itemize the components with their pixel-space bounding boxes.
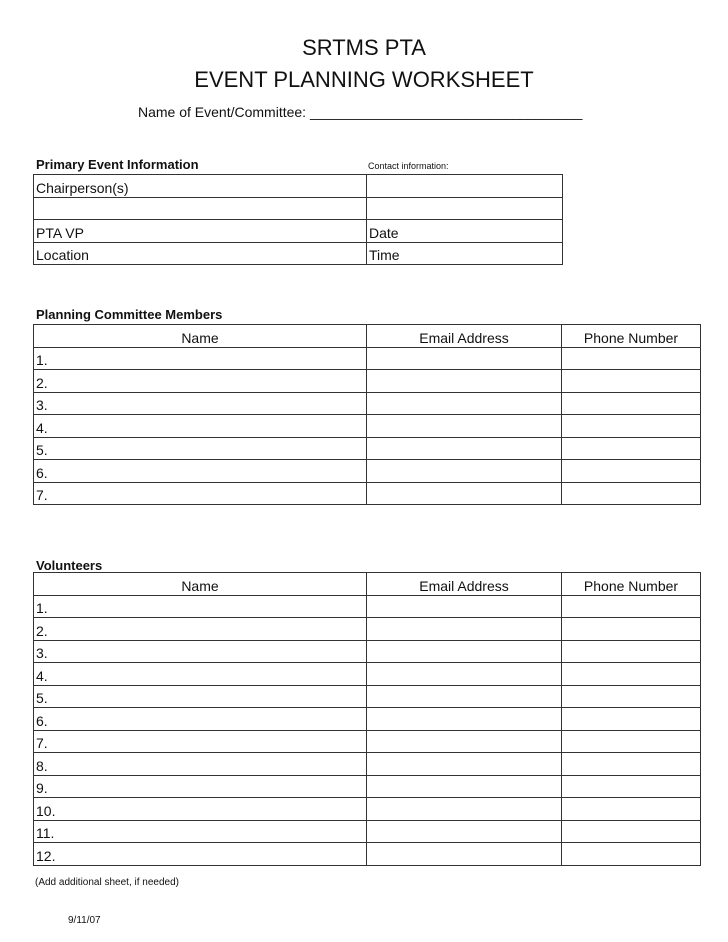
phone-cell[interactable]	[562, 843, 701, 866]
table-header-row	[34, 325, 701, 348]
phone-cell[interactable]	[562, 685, 701, 708]
name-cell[interactable]: 3.	[34, 392, 367, 415]
event-name-field[interactable]	[138, 104, 582, 120]
table-row	[34, 820, 701, 843]
committee-heading: Planning Committee Members	[36, 307, 223, 322]
contact-label: Contact information:	[368, 161, 449, 171]
primary-info-table	[33, 174, 563, 265]
email-cell[interactable]	[367, 370, 562, 393]
primary-field-cell[interactable]: Chairperson(s)	[34, 175, 367, 198]
email-cell[interactable]	[367, 685, 562, 708]
name-cell[interactable]: 8.	[34, 753, 367, 776]
phone-cell[interactable]	[562, 775, 701, 798]
primary-field-cell[interactable]: PTA VP	[34, 220, 367, 243]
name-cell[interactable]: 11.	[34, 820, 367, 843]
table-row	[34, 595, 701, 618]
name-cell[interactable]: 12.	[34, 843, 367, 866]
email-cell[interactable]	[367, 753, 562, 776]
email-cell[interactable]	[367, 482, 562, 505]
phone-cell[interactable]	[562, 618, 701, 641]
contact-field-cell[interactable]: Date	[367, 220, 563, 243]
volunteers-heading: Volunteers	[36, 558, 103, 573]
column-header-name: Name	[34, 325, 367, 348]
name-cell[interactable]: 1.	[34, 595, 367, 618]
phone-cell[interactable]	[562, 663, 701, 686]
phone-cell[interactable]	[562, 415, 701, 438]
table-row	[34, 415, 701, 438]
column-header-phone: Phone Number	[562, 325, 701, 348]
table-row	[34, 730, 701, 753]
name-cell[interactable]: 3.	[34, 640, 367, 663]
name-cell[interactable]: 4.	[34, 415, 367, 438]
table-row	[34, 175, 563, 198]
email-cell[interactable]	[367, 415, 562, 438]
name-cell[interactable]: 2.	[34, 370, 367, 393]
phone-cell[interactable]	[562, 820, 701, 843]
email-cell[interactable]	[367, 663, 562, 686]
email-cell[interactable]	[367, 640, 562, 663]
primary-heading: Primary Event Information	[36, 157, 199, 172]
contact-field-cell[interactable]: Time	[367, 242, 563, 265]
email-cell[interactable]	[367, 730, 562, 753]
column-header-email: Email Address	[367, 325, 562, 348]
table-row	[34, 798, 701, 821]
event-name-label: Name of Event/Committee:	[138, 104, 307, 120]
name-cell[interactable]: 4.	[34, 663, 367, 686]
table-row	[34, 843, 701, 866]
phone-cell[interactable]	[562, 370, 701, 393]
name-cell[interactable]: 6.	[34, 460, 367, 483]
contact-field-cell[interactable]	[367, 197, 563, 220]
email-cell[interactable]	[367, 392, 562, 415]
phone-cell[interactable]	[562, 708, 701, 731]
table-row	[34, 347, 701, 370]
column-header-phone: Phone Number	[562, 573, 701, 596]
table-row	[34, 482, 701, 505]
table-row	[34, 663, 701, 686]
contact-field-cell[interactable]	[367, 175, 563, 198]
phone-cell[interactable]	[562, 730, 701, 753]
table-row	[34, 220, 563, 243]
table-row	[34, 437, 701, 460]
phone-cell[interactable]	[562, 392, 701, 415]
email-cell[interactable]	[367, 595, 562, 618]
phone-cell[interactable]	[562, 798, 701, 821]
email-cell[interactable]	[367, 798, 562, 821]
email-cell[interactable]	[367, 775, 562, 798]
revision-date: 9/11/07	[68, 915, 101, 926]
name-cell[interactable]: 10.	[34, 798, 367, 821]
name-cell[interactable]: 7.	[34, 482, 367, 505]
phone-cell[interactable]	[562, 482, 701, 505]
table-row	[34, 640, 701, 663]
table-row	[34, 242, 563, 265]
email-cell[interactable]	[367, 618, 562, 641]
table-row	[34, 775, 701, 798]
title-org: SRTMS PTA	[302, 35, 426, 60]
name-cell[interactable]: 5.	[34, 437, 367, 460]
table-row	[34, 370, 701, 393]
email-cell[interactable]	[367, 708, 562, 731]
name-cell[interactable]: 1.	[34, 347, 367, 370]
name-cell[interactable]: 9.	[34, 775, 367, 798]
column-header-name: Name	[34, 573, 367, 596]
name-cell[interactable]: 5.	[34, 685, 367, 708]
name-cell[interactable]: 6.	[34, 708, 367, 731]
table-row	[34, 708, 701, 731]
email-cell[interactable]	[367, 843, 562, 866]
primary-field-cell[interactable]	[34, 197, 367, 220]
phone-cell[interactable]	[562, 460, 701, 483]
table-row	[34, 392, 701, 415]
table-row	[34, 618, 701, 641]
table-row	[34, 685, 701, 708]
phone-cell[interactable]	[562, 640, 701, 663]
email-cell[interactable]	[367, 460, 562, 483]
name-cell[interactable]: 7.	[34, 730, 367, 753]
email-cell[interactable]	[367, 437, 562, 460]
table-row	[34, 197, 563, 220]
phone-cell[interactable]	[562, 753, 701, 776]
volunteers-table	[33, 572, 701, 866]
table-header-row	[34, 573, 701, 596]
email-cell[interactable]	[367, 820, 562, 843]
primary-field-cell[interactable]: Location	[34, 242, 367, 265]
table-row	[34, 753, 701, 776]
email-cell[interactable]	[367, 347, 562, 370]
additional-sheet-note: (Add additional sheet, if needed)	[35, 877, 179, 888]
phone-cell[interactable]	[562, 595, 701, 618]
name-cell[interactable]: 2.	[34, 618, 367, 641]
title-worksheet: EVENT PLANNING WORKSHEET	[194, 67, 534, 92]
phone-cell[interactable]	[562, 437, 701, 460]
table-row	[34, 460, 701, 483]
column-header-email: Email Address	[367, 573, 562, 596]
committee-table	[33, 324, 701, 505]
event-name-blank: ___________________________________	[309, 104, 583, 120]
phone-cell[interactable]	[562, 347, 701, 370]
